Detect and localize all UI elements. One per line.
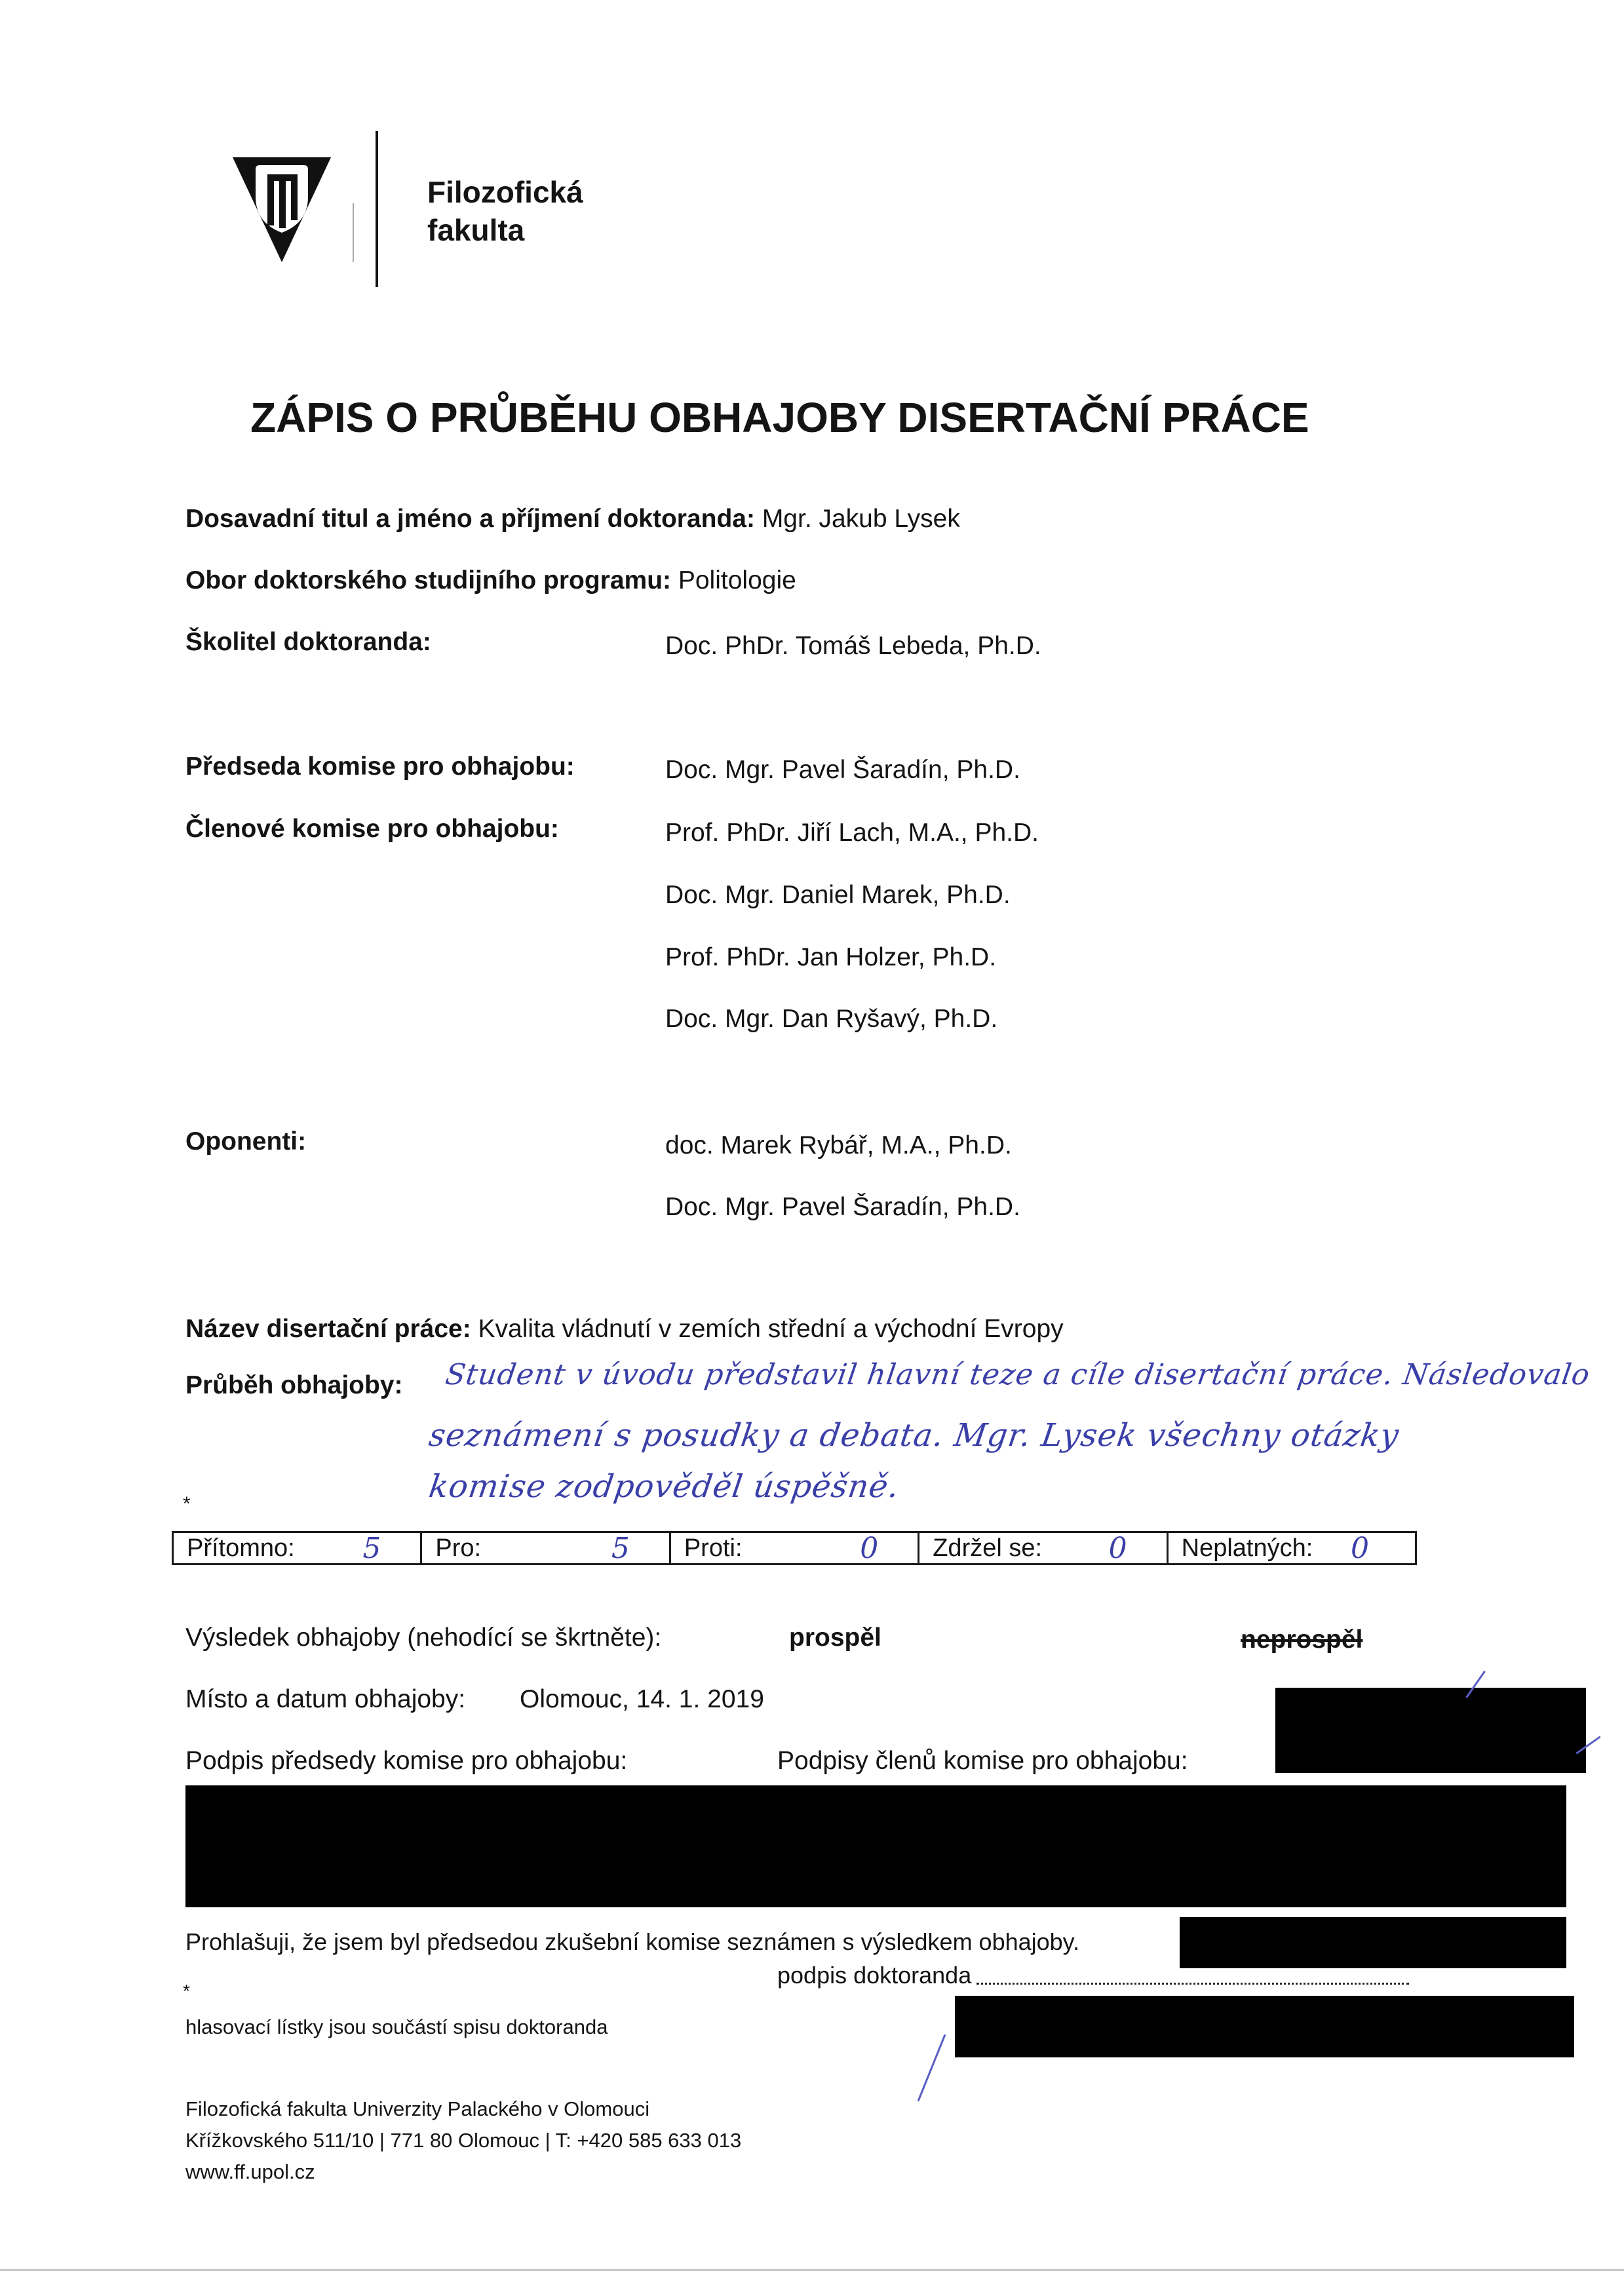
- course-asterisk: *: [183, 1493, 191, 1515]
- member-3: Prof. PhDr. Jan Holzer, Ph.D.: [665, 943, 997, 971]
- footer-line-2: Křížkovského 511/10 | 771 80 Olomouc | T: +420 585 633 013: [185, 2129, 742, 2152]
- redaction-members-signatures: [1275, 1688, 1586, 1773]
- members-signature-label: Podpisy členů komise pro obhajobu:: [777, 1747, 1188, 1775]
- vote-against-value: 0: [860, 1532, 879, 1565]
- redaction-chair-signatures: [185, 1785, 1566, 1907]
- vote-table: [172, 1531, 1417, 1565]
- handwritten-line-2: seznámení s posudky a debata. Mgr. Lysek všechny otázky: [427, 1417, 1402, 1454]
- vote-invalid-value: 0: [1351, 1532, 1370, 1565]
- redaction-candidate-signature: [955, 1996, 1574, 2057]
- redaction-declaration-signature: [1180, 1917, 1566, 1968]
- document-title: ZÁPIS O PRŮBĚHU OBHAJOBY DISERTAČNÍ PRÁCE: [250, 394, 1309, 441]
- vote-against-cell: [671, 1533, 919, 1563]
- place-label: Místo a datum obhajoby:: [185, 1685, 466, 1713]
- vote-against-label: Proti:: [684, 1534, 743, 1562]
- opponent-1: doc. Marek Rybář, M.A., Ph.D.: [665, 1131, 1012, 1159]
- vote-for-label: Pro:: [435, 1534, 482, 1562]
- thesis-title-value: Kvalita vládnutí v zemích střední a východní Evropy: [478, 1315, 1064, 1343]
- faculty-name-line2: fakulta: [427, 213, 525, 247]
- members-label: Členové komise pro obhajobu:: [185, 815, 559, 843]
- faculty-logo: [229, 151, 334, 265]
- scan-bottom-edge: [0, 2269, 1624, 2271]
- vote-invalid-cell: [1169, 1533, 1415, 1563]
- thesis-title-label: Název disertační práce:: [185, 1315, 471, 1343]
- logo-divider: [376, 131, 378, 287]
- footer-line-3: www.ff.upol.cz: [185, 2160, 315, 2183]
- handwritten-line-3: komise zodpověděl úspěšně.: [427, 1468, 902, 1505]
- chair-value: Doc. Mgr. Pavel Šaradín, Ph.D.: [665, 756, 1020, 784]
- member-2: Doc. Mgr. Daniel Marek, Ph.D.: [665, 881, 1011, 909]
- result-failed-struck: neprospěl: [1241, 1625, 1363, 1654]
- candidate-signature-line: [976, 1983, 1409, 1985]
- vote-abstain-value: 0: [1108, 1532, 1127, 1565]
- study-field-row: [185, 566, 796, 595]
- chair-label: Předseda komise pro obhajobu:: [185, 752, 575, 781]
- vote-invalid-label: Neplatných:: [1181, 1534, 1313, 1562]
- handwritten-line-1: Student v úvodu představil hlavní teze a cíle disertační práce. Následovalo: [443, 1358, 1593, 1391]
- vote-present-value: 5: [362, 1532, 381, 1565]
- candidate-signature-label: podpis doktoranda: [777, 1962, 972, 1989]
- study-field-value: Politologie: [678, 566, 796, 594]
- chair-signature-label: Podpis předsedy komise pro obhajobu:: [185, 1747, 628, 1775]
- logo-divider-thin: [353, 203, 354, 262]
- vote-present-label: Přítomno:: [187, 1534, 295, 1562]
- vote-for-cell: [422, 1533, 670, 1563]
- vote-for-value: 5: [611, 1532, 630, 1565]
- opponents-label: Oponenti:: [185, 1127, 307, 1156]
- footer-line-1: Filozofická fakulta Univerzity Palackého v Olomouci: [185, 2097, 650, 2120]
- supervisor-value: Doc. PhDr. Tomáš Lebeda, Ph.D.: [665, 632, 1041, 660]
- candidate-value: Mgr. Jakub Lysek: [762, 505, 960, 533]
- candidate-row: [185, 505, 960, 534]
- faculty-name-line1: Filozofická: [427, 175, 583, 209]
- place-value: Olomouc, 14. 1. 2019: [520, 1685, 764, 1713]
- candidate-label: Dosavadní titul a jméno a příjmení doktoranda:: [185, 505, 755, 533]
- opponent-2: Doc. Mgr. Pavel Šaradín, Ph.D.: [665, 1193, 1020, 1221]
- vote-abstain-label: Zdržel se:: [933, 1534, 1043, 1562]
- supervisor-label: Školitel doktoranda:: [185, 628, 431, 656]
- vote-present-cell: [174, 1533, 422, 1563]
- course-label: Průběh obhajoby:: [185, 1371, 403, 1399]
- study-field-label: Obor doktorského studijního programu:: [185, 566, 671, 594]
- signature-stroke: [918, 2034, 946, 2101]
- thesis-title-row: [185, 1315, 1064, 1344]
- declaration-asterisk: *: [183, 1981, 190, 2001]
- member-4: Doc. Mgr. Dan Ryšavý, Ph.D.: [665, 1005, 998, 1033]
- member-1: Prof. PhDr. Jiří Lach, M.A., Ph.D.: [665, 819, 1039, 847]
- result-label: Výsledek obhajoby (nehodící se škrtněte):: [185, 1623, 662, 1652]
- result-passed: prospěl: [789, 1623, 881, 1652]
- vote-abstain-cell: [919, 1533, 1168, 1563]
- upol-shield-icon: [229, 151, 334, 265]
- declaration-text: Prohlašuji, že jsem byl předsedou zkušební komise seznámen s výsledkem obhajoby.: [185, 1928, 1080, 1955]
- ballot-note: hlasovací lístky jsou součástí spisu doktoranda: [185, 2015, 608, 2038]
